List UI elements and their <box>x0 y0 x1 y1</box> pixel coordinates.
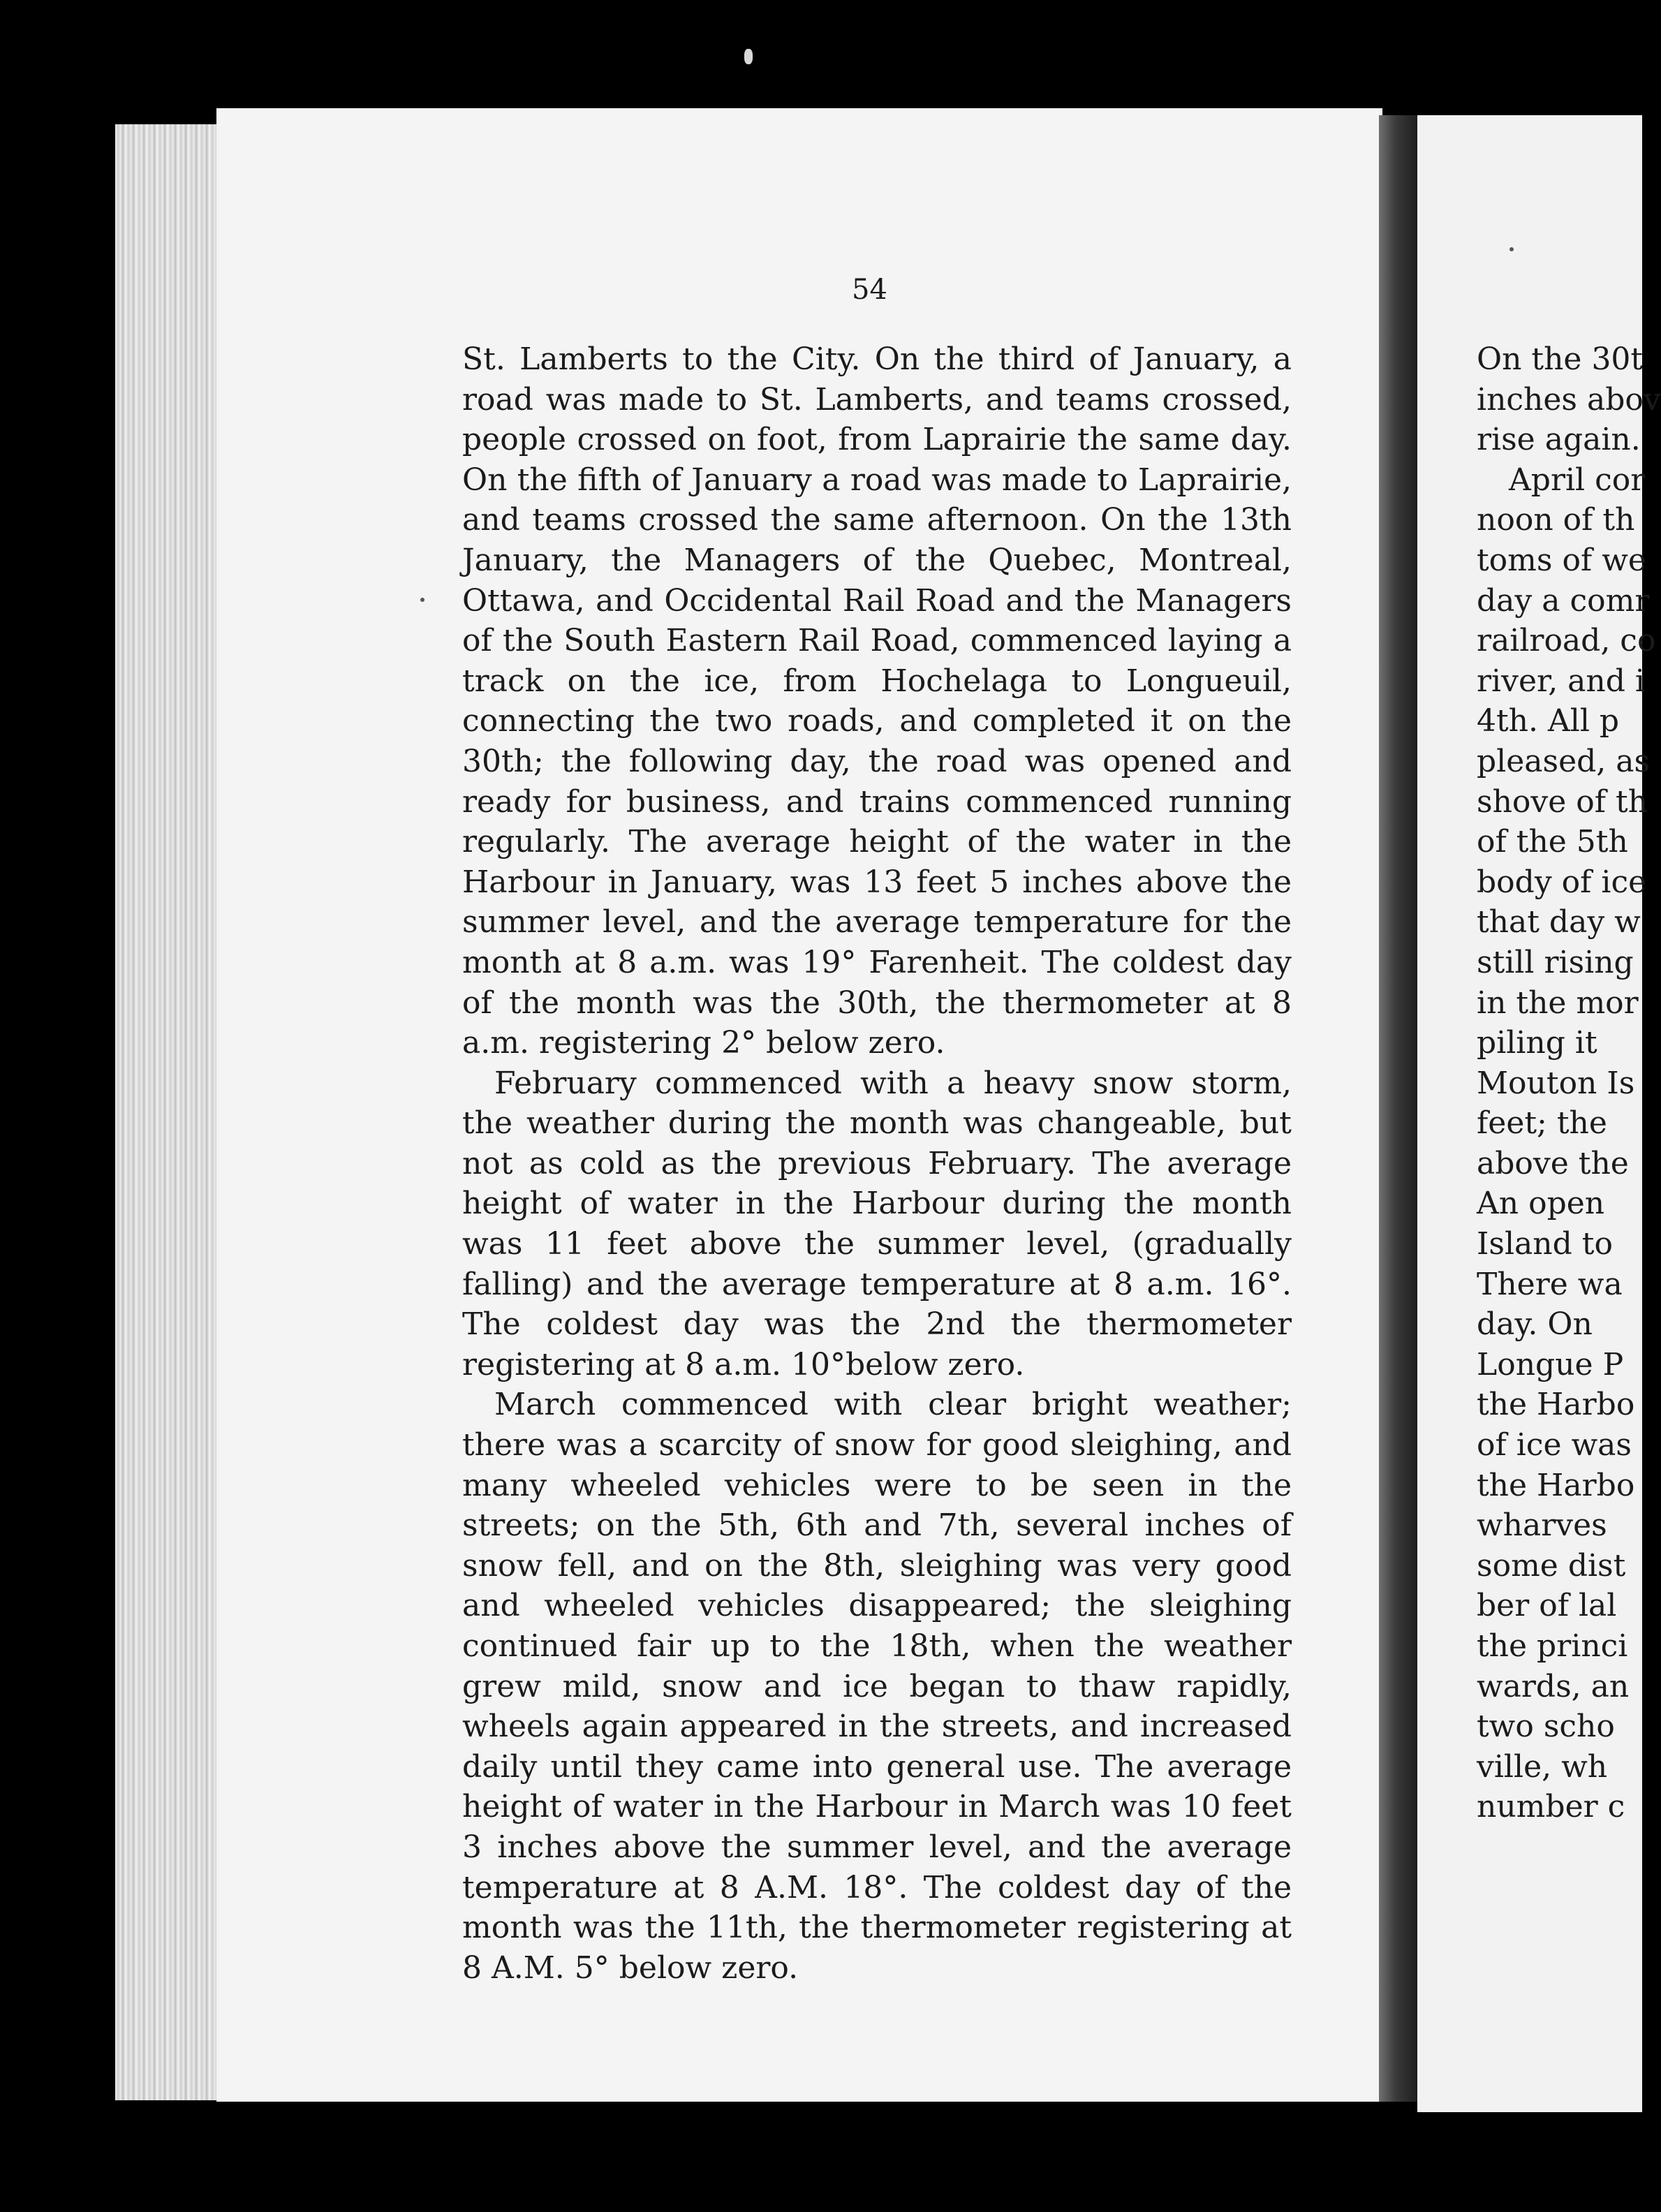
right-line: rise again. <box>1477 422 1641 458</box>
page-dot <box>420 598 425 602</box>
right-line: of ice was <box>1477 1427 1632 1463</box>
right-line: day a comr <box>1477 582 1650 619</box>
right-line: Mouton Is <box>1477 1065 1635 1101</box>
right-line: day. On <box>1477 1306 1593 1343</box>
right-page-text <box>1477 339 1661 1827</box>
left-page-text <box>462 339 1292 1988</box>
paragraph-february: February commenced with a heavy snow storm, the weather during the month was changeable, but not as cold as the previous February. The average height of water in the Harbour during the month was 11 feet above the summer level, (gradually falling) and the average temperature at 8 a.m. 16°. The coldest day was the 2nd the thermometer registering at 8 a.m. 10°below zero. <box>462 1065 1292 1382</box>
right-line: April cor <box>1509 462 1646 498</box>
right-line: There wa <box>1477 1266 1623 1302</box>
right-line: toms of we <box>1477 542 1646 578</box>
right-line: pleased, as <box>1477 743 1651 779</box>
right-line: noon of th <box>1477 502 1635 538</box>
right-line: that day w <box>1477 904 1641 941</box>
right-line: 4th. All p <box>1477 703 1620 739</box>
paragraph-march: March commenced with clear bright weather; there was a scarcity of snow for good sleighing, and many wheeled vehicles were to be seen in the streets; on the 5th, 6th and 7th, several inches of snow fell, and on the 8th, sleighing was very good and wheeled vehicles disappeared; the sleighing continued fair up to the 18th, when the weather grew mild, snow and ice began to thaw rapidly, wheels again appeared in the streets, and increased daily until they came into general use. The average height of water in the Harbour in March was 10 feet 3 inches above the summer level, and the average temperature at 8 A.M. 18°. The coldest day of the month was the 11th, the thermometer registering at 8 A.M. 5° below zero. <box>462 1387 1292 1986</box>
right-line: river, and i <box>1477 663 1645 699</box>
page-speck <box>744 49 753 64</box>
page-number: 54 <box>852 274 887 306</box>
right-line: ville, wh <box>1477 1748 1608 1785</box>
right-line: in the mor <box>1477 985 1639 1021</box>
book-gutter <box>1379 115 1421 2102</box>
right-line: two scho <box>1477 1709 1615 1745</box>
right-line: the Harbo <box>1477 1467 1635 1503</box>
right-line: wharves <box>1477 1507 1607 1544</box>
right-line: inches abov <box>1477 381 1661 418</box>
right-line: piling it <box>1477 1025 1597 1061</box>
right-line: ber of lal <box>1477 1588 1617 1624</box>
right-line: shove of th <box>1477 783 1648 820</box>
right-line: Longue P <box>1477 1346 1624 1382</box>
right-line: the princi <box>1477 1628 1628 1664</box>
right-line: some dist <box>1477 1547 1626 1584</box>
right-line: the Harbo <box>1477 1387 1635 1423</box>
right-line: still rising <box>1477 944 1634 980</box>
right-line: Island to <box>1477 1226 1613 1262</box>
right-line: wards, an <box>1477 1668 1630 1704</box>
book-page-edges <box>115 124 227 2100</box>
right-line: railroad, co <box>1477 623 1656 659</box>
right-line: of the 5th <box>1477 824 1628 860</box>
right-line: An open <box>1477 1186 1605 1222</box>
right-line: feet; the <box>1477 1105 1607 1142</box>
right-line: above the <box>1477 1145 1629 1181</box>
right-line: number c <box>1477 1789 1625 1825</box>
page-dot <box>1509 247 1514 251</box>
paragraph-january: St. Lamberts to the City. On the third of January, a road was made to St. Lamberts, and teams crossed, people crossed on foot, from Laprairie the same day. On the fifth of January a road was made to Laprairie, and teams crossed the same afternoon. On the 13th January, the Managers of the Quebec, Montreal, Ottawa, and Occidental Rail Road and the Managers of the South Eastern Rail Road, commenced laying a track on the ice, from Hochelaga to Longueuil, connecting the two roads, and completed it on the 30th; the following day, the road was opened and ready for business, and trains commenced running regularly. The average height of the water in the Harbour in January, was 13 feet 5 inches above the summer level, and the average temperature for the month at 8 a.m. was 19° Farenheit. The coldest day of the month was the 30th, the thermometer at 8 a.m. registering 2° below zero. <box>462 341 1292 1061</box>
right-line: On the 30t <box>1477 341 1644 377</box>
right-line: body of ice <box>1477 864 1647 900</box>
